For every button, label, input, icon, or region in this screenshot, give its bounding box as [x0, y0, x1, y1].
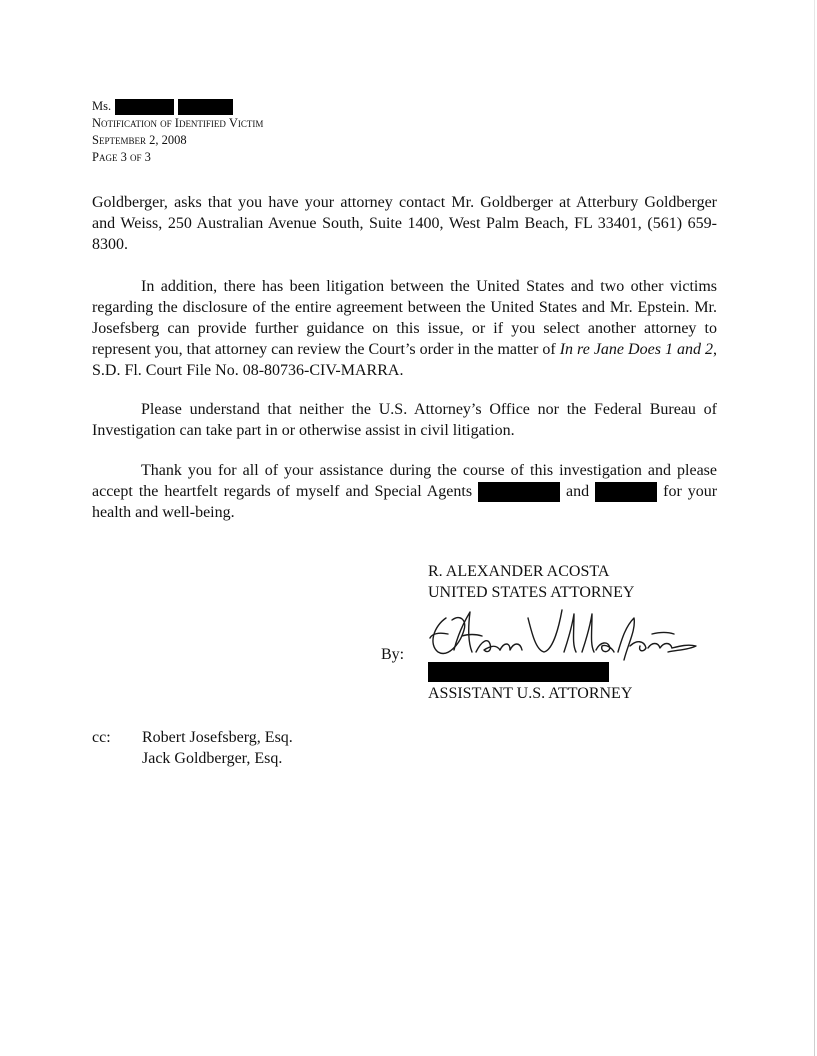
by-label: By:	[381, 646, 405, 663]
handwritten-signature	[424, 604, 699, 664]
page-edge	[814, 0, 815, 1056]
paragraph-attorney-contact: Goldberger, asks that you have your attorney contact Mr. Goldberger at Atterbury Goldberger and Weiss, 250 Australian Avenue South, Suite 1400, West Palm Beach, FL 33401, (561) 659-8300.	[92, 194, 717, 253]
thanks-text: Thank you for all of your assistance during the course of this investigation and please accept the heartfelt regards of myself and Special Agents	[92, 462, 717, 500]
litigation-text: In addition, there has been litigation between the United States and two other victims regarding the disclosure of the entire agreement between the United States and Mr. Epstein. Mr. Josefsberg can provide further guidance on this issue, or if you select another attorney to represent you, that attorney can review the Court’s order in the matter of	[92, 278, 717, 358]
redacted-first-name	[115, 99, 174, 115]
and-word: and	[566, 483, 590, 500]
letter-header	[92, 98, 263, 166]
paragraph-litigation	[92, 276, 717, 381]
signature-block	[428, 561, 634, 603]
signer-title: ASSISTANT U.S. ATTORNEY	[428, 685, 633, 702]
redacted-signer-name	[428, 662, 609, 682]
redacted-agent-2	[595, 482, 657, 502]
salutation: Ms.	[92, 99, 112, 113]
closing-text: for your health and well-being.	[92, 483, 718, 522]
case-name: In re Jane Does 1 and 2	[559, 341, 713, 358]
redacted-last-name	[178, 99, 233, 115]
header-page: Page 3 of 3	[92, 150, 151, 165]
salutation-line	[92, 98, 263, 115]
cc-label: cc:	[92, 729, 111, 746]
paragraph-thanks	[92, 460, 717, 523]
us-attorney-name: R. ALEXANDER ACOSTA	[428, 563, 610, 580]
us-attorney-office: UNITED STATES ATTORNEY	[428, 584, 635, 601]
paragraph-civil-litigation: Please understand that neither the U.S. Attorney’s Office nor the Federal Bureau of Investigation can take part in or otherwise assist in civil litigation.	[92, 401, 717, 439]
cc-list	[142, 727, 293, 769]
redacted-agent-1	[478, 482, 560, 502]
cc-recipient: Robert Josefsberg, Esq.	[142, 729, 293, 746]
cc-recipient: Jack Goldberger, Esq.	[142, 750, 283, 767]
header-date: September 2, 2008	[92, 133, 187, 148]
case-number: , S.D. Fl. Court File No. 08-80736-CIV-MARRA.	[92, 341, 717, 379]
header-subject: Notification of Identified Victim	[92, 116, 264, 131]
